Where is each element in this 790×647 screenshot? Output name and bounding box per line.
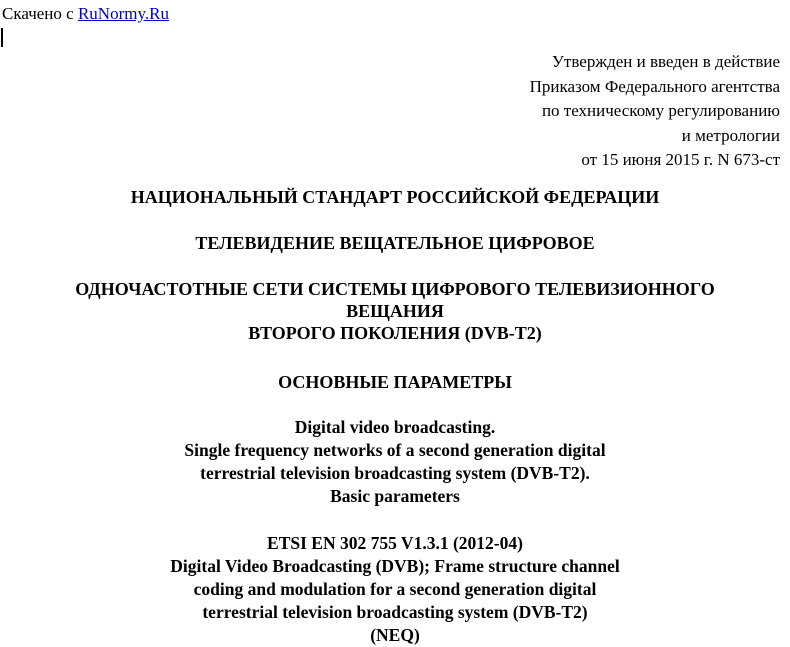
approval-line: и метрологии	[681, 125, 780, 145]
topic-text: ТЕЛЕВИДЕНИЕ ВЕЩАТЕЛЬНОЕ ЦИФРОВОЕ	[195, 233, 595, 253]
standard-type-text: НАЦИОНАЛЬНЫЙ СТАНДАРТ РОССИЙСКОЙ ФЕДЕРАЦИИ	[130, 187, 660, 207]
topic-heading	[0, 231, 790, 255]
title-ru-line: ОДНОЧАСТОТНЫЕ СЕТИ СИСТЕМЫ ЦИФРОВОГО ТЕЛЕВИЗИОННОГО	[75, 279, 715, 299]
approval-line: Утвержден и введен в действие	[551, 52, 780, 71]
source-prefix: Скачено с	[2, 4, 78, 23]
source-line	[2, 4, 169, 24]
reference-block	[0, 532, 790, 647]
title-en-line: Digital video broadcasting.	[294, 417, 496, 437]
title-ru-line: ВЕЩАНИЯ	[346, 301, 444, 321]
title-ru-line: ВТОРОГО ПОКОЛЕНИЯ (DVB-T2)	[248, 323, 542, 343]
title-en-block	[0, 416, 790, 508]
standard-type-heading	[0, 185, 790, 209]
reference-line: coding and modulation for a second generation digital	[193, 579, 597, 599]
title-en-line: Basic parameters	[330, 486, 460, 506]
reference-line: (NEQ)	[370, 625, 420, 645]
approval-block	[530, 50, 780, 173]
title-ru-heading	[0, 278, 790, 344]
source-link[interactable]: RuNormy.Ru	[77, 4, 169, 23]
subtitle-ru-text: ОСНОВНЫЕ ПАРАМЕТРЫ	[278, 372, 512, 392]
approval-line: от 15 июня 2015 г. N 673-ст	[581, 150, 780, 169]
reference-line: ETSI EN 302 755 V1.3.1 (2012-04)	[267, 533, 523, 553]
text-cursor	[1, 28, 3, 47]
title-en-line: Single frequency networks of a second generation digital	[184, 440, 606, 460]
subtitle-ru-heading	[0, 370, 790, 394]
reference-line: Digital Video Broadcasting (DVB); Frame structure channel	[170, 556, 620, 576]
approval-line: Приказом Федерального агентства	[529, 76, 780, 96]
approval-line: по техническому регулированию	[541, 101, 780, 120]
reference-line: terrestrial television broadcasting system (DVB-T2)	[202, 602, 588, 622]
title-en-line: terrestrial television broadcasting system (DVB-T2).	[200, 463, 590, 483]
